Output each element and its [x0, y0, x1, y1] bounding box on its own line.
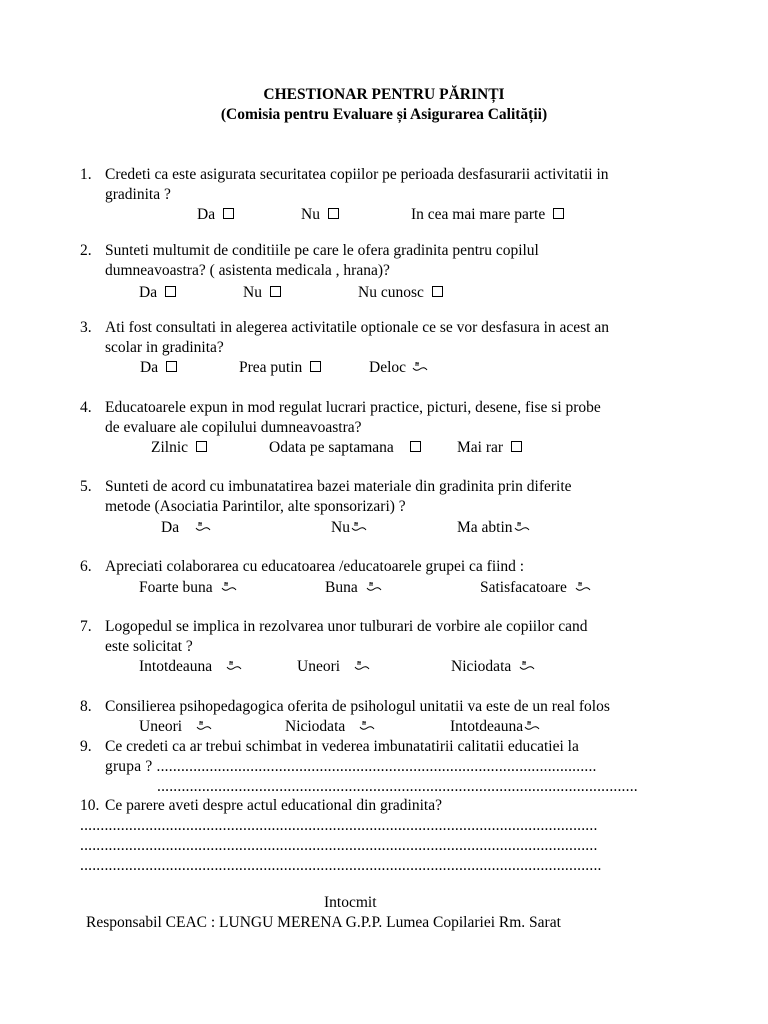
option-label: Da [140, 359, 159, 376]
question-number: 6. [80, 558, 92, 575]
option-label: Mai rar [457, 439, 504, 456]
option-uneori[interactable] [139, 718, 211, 736]
answer-line[interactable]: ............................................................................................................................... [80, 837, 598, 854]
option-label: Niciodata [451, 658, 512, 675]
option-da[interactable] [140, 359, 177, 377]
checkbox-icon[interactable] [165, 286, 176, 297]
page-subtitle: (Comisia pentru Evaluare și Asigurarea Calității) [220, 106, 548, 123]
option-label: Nu cunosc [358, 284, 424, 301]
option-label: Foarte buna [139, 579, 213, 596]
wingding-glyph-icon[interactable] [366, 580, 381, 593]
question-number: 7. [80, 618, 92, 635]
question-text: Ce parere aveti despre actul educational din gradinita? [105, 797, 442, 814]
question-text: Ce credeti ca ar trebui schimbat in vederea imbunatatirii calitatii educatiei la [105, 738, 579, 755]
wingding-glyph-icon[interactable] [226, 659, 241, 672]
question-number: 8. [80, 698, 92, 715]
option-mai-rar[interactable] [457, 439, 522, 457]
wingding-glyph-icon[interactable] [196, 719, 211, 732]
option-label: Intotdeauna [450, 718, 524, 735]
question-text: Ati fost consultati in alegerea activitatile optionale ce se vor desfasura in acest an [105, 319, 609, 336]
option-satisfacatoare[interactable] [480, 579, 590, 597]
option-in-cea-mai-mare-parte[interactable] [411, 206, 564, 224]
question-text-cont: scolar in gradinita? [105, 339, 224, 356]
option-label: Nu [301, 206, 320, 223]
option-prea-putin[interactable] [239, 359, 321, 377]
option-zilnic[interactable] [151, 439, 207, 457]
question-text-cont: dumneavoastra? ( asistenta medicala , hrana)? [105, 262, 390, 279]
option-deloc[interactable] [369, 359, 427, 377]
option-label: Zilnic [151, 439, 189, 456]
option-label: Ma abtin [457, 519, 513, 536]
question-text: Consilierea psihopedagogica oferita de psihologul unitatii va este de un real folos [105, 698, 610, 715]
checkbox-icon[interactable] [310, 361, 321, 372]
option-ma-abtin[interactable] [457, 519, 529, 537]
answer-line[interactable]: grupa ? ............................................................................................................ [105, 758, 597, 775]
option-label: Nu [243, 284, 262, 301]
checkbox-icon[interactable] [432, 286, 443, 297]
option-label: Prea putin [239, 359, 303, 376]
option-odata-pe-saptamana[interactable] [269, 439, 421, 457]
question-number: 4. [80, 399, 92, 416]
checkbox-icon[interactable] [410, 441, 421, 452]
checkbox-icon[interactable] [553, 208, 564, 219]
question-number: 2. [80, 242, 92, 259]
wingding-glyph-icon[interactable] [351, 520, 366, 533]
checkbox-icon[interactable] [196, 441, 207, 452]
page-title: CHESTIONAR PENTRU PĂRINȚI [263, 86, 505, 103]
option-label: Uneori [297, 658, 341, 675]
option-label: Buna [325, 579, 358, 596]
answer-line[interactable]: ................................................................................................................................ [80, 857, 602, 874]
wingding-glyph-icon[interactable] [195, 520, 210, 533]
option-niciodata[interactable] [285, 718, 374, 736]
option-label: Intotdeauna [139, 658, 213, 675]
checkbox-icon[interactable] [511, 441, 522, 452]
option-uneori[interactable] [297, 658, 369, 676]
option-label: Odata pe saptamana [269, 439, 394, 456]
question-number: 1. [80, 166, 92, 183]
option-foarte-buna[interactable] [139, 579, 236, 597]
option-nu[interactable] [243, 284, 281, 302]
wingding-glyph-icon[interactable] [354, 659, 369, 672]
question-text-cont: este solicitat ? [105, 638, 193, 655]
wingding-glyph-icon[interactable] [359, 719, 374, 732]
option-nu-cunosc[interactable] [358, 284, 443, 302]
answer-line[interactable]: ............................................................................................................................... [80, 817, 598, 834]
checkbox-icon[interactable] [166, 361, 177, 372]
question-text: Credeti ca este asigurata securitatea copiilor pe perioada desfasurarii activitatii in [105, 166, 609, 183]
option-intotdeauna[interactable] [139, 658, 241, 676]
option-da[interactable] [139, 284, 176, 302]
option-label: Da [161, 519, 180, 536]
option-da[interactable] [197, 206, 234, 224]
option-label: Niciodata [285, 718, 346, 735]
question-number: 10. [80, 797, 100, 814]
question-text: Educatoarele expun in mod regulat lucrari practice, picturi, desene, fise si probe [105, 399, 601, 416]
question-text: Sunteti multumit de conditiile pe care le ofera gradinita pentru copilul [105, 242, 539, 259]
question-text: Apreciati colaborarea cu educatoarea /educatoarele grupei ca fiind : [105, 558, 525, 575]
option-niciodata[interactable] [451, 658, 534, 676]
checkbox-icon[interactable] [328, 208, 339, 219]
checkbox-icon[interactable] [270, 286, 281, 297]
wingding-glyph-icon[interactable] [524, 719, 539, 732]
wingding-glyph-icon[interactable] [412, 360, 427, 373]
option-nu[interactable] [331, 519, 366, 537]
question-text-cont: gradinita ? [105, 186, 171, 203]
option-label: Satisfacatoare [480, 579, 567, 596]
checkbox-icon[interactable] [223, 208, 234, 219]
option-label: Uneori [139, 718, 183, 735]
option-buna[interactable] [325, 579, 381, 597]
question-number: 5. [80, 478, 92, 495]
footer-responsible: Responsabil CEAC : LUNGU MERENA G.P.P. Lumea Copilariei Rm. Sarat [86, 914, 561, 931]
option-label: In cea mai mare parte [411, 206, 546, 223]
option-label: Da [197, 206, 216, 223]
wingding-glyph-icon[interactable] [221, 580, 236, 593]
question-text-cont: de evaluare ale copilului dumneavoastra? [105, 419, 362, 436]
question-number: 3. [80, 319, 92, 336]
option-label: Da [139, 284, 158, 301]
question-text: Logopedul se implica in rezolvarea unor tulburari de vorbire ale copiilor cand [105, 618, 588, 635]
question-text-cont: metode (Asociatia Parintilor, alte sponsorizari) ? [105, 498, 406, 515]
option-label: Nu [331, 519, 350, 536]
wingding-glyph-icon[interactable] [514, 520, 529, 533]
option-da[interactable] [161, 519, 210, 537]
option-intotdeauna[interactable] [450, 718, 539, 736]
wingding-glyph-icon[interactable] [575, 580, 590, 593]
wingding-glyph-icon[interactable] [519, 659, 534, 672]
footer-prepared-by: Intocmit [324, 894, 377, 911]
question-number: 9. [80, 738, 92, 755]
answer-line[interactable]: ...................................................................................................................... [157, 778, 638, 795]
option-label: Deloc [369, 359, 407, 376]
option-nu[interactable] [301, 206, 339, 224]
question-text: Sunteti de acord cu imbunatatirea bazei materiale din gradinita prin diferite [105, 478, 572, 495]
